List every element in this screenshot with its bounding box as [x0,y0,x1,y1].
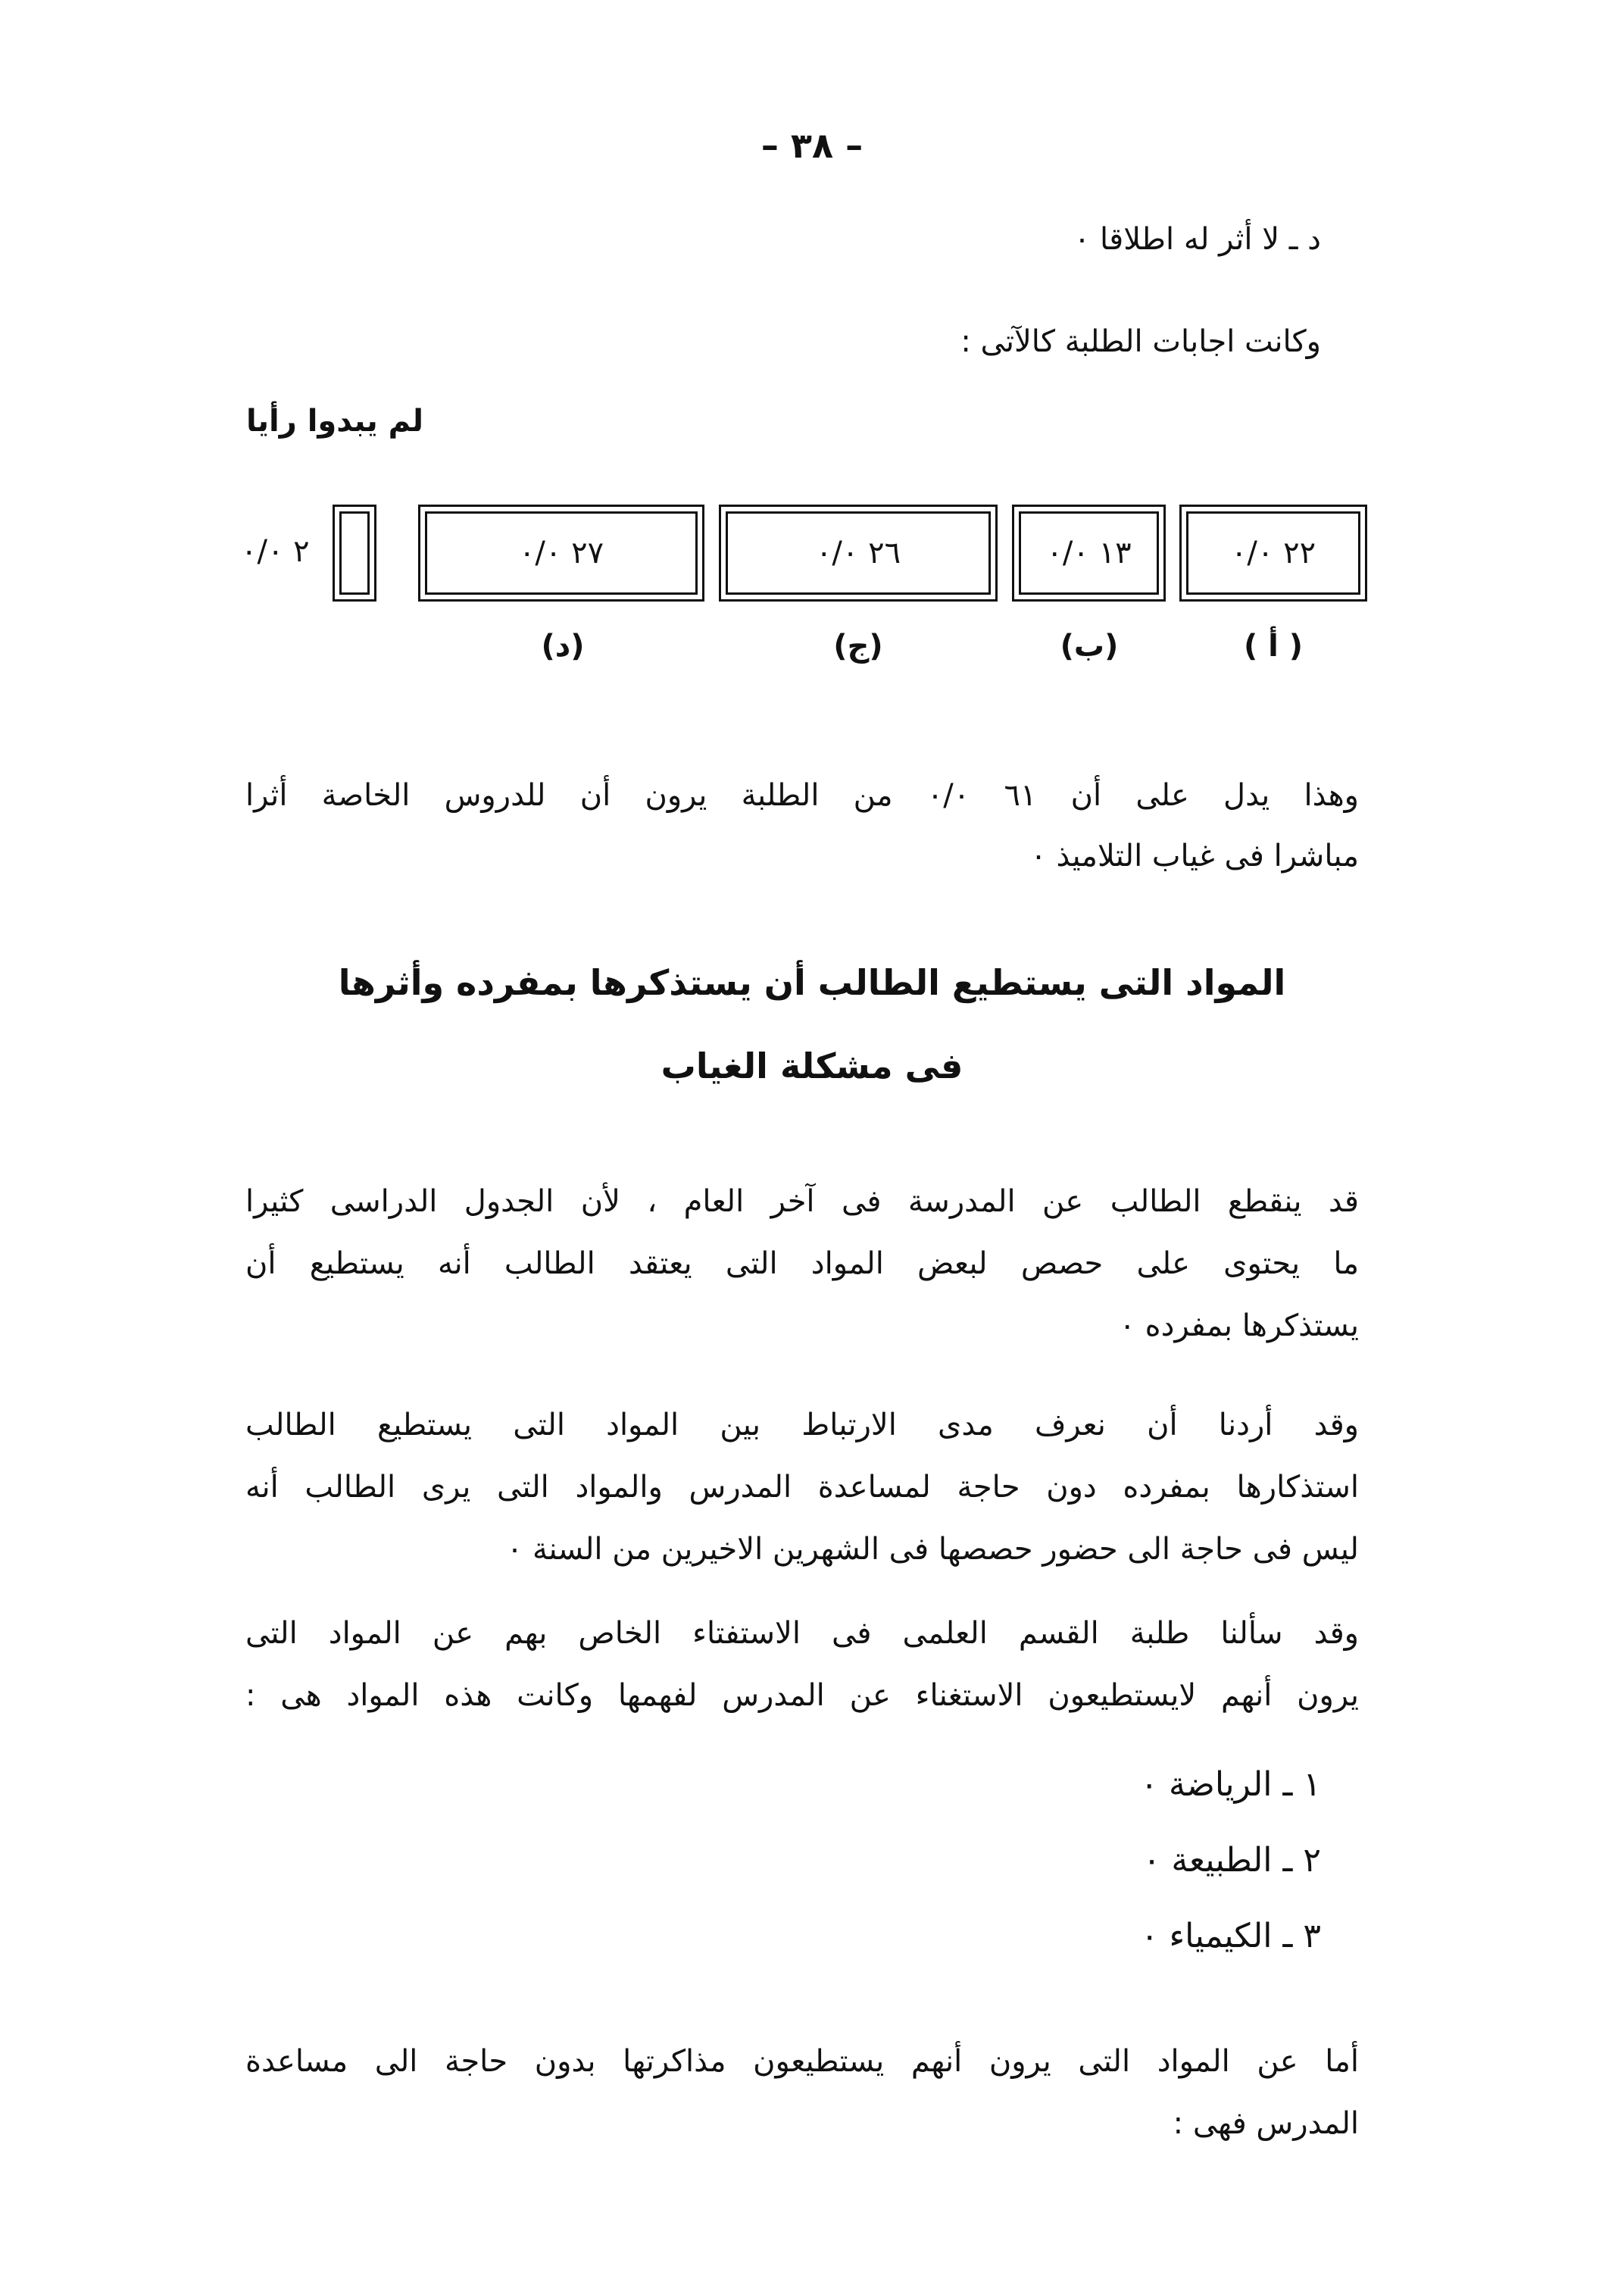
page-number: – ٣٨ – [760,125,864,166]
paragraph-2 [245,1171,1359,1357]
paragraph-2-line-3: يستذكرها بمفرده ٠ [1119,1308,1359,1343]
paragraph-4-line-1: وقد سألنا طلبة القسم العلمى فى الاستفتاء الخاص بهم عن المواد التى [245,1616,1359,1651]
table-cell-d [425,511,698,595]
table-cell-c-value: ٢٦ ٠/٠ [815,536,901,570]
paragraph-5-line-1: أما عن المواد التى يرون أنهم يستطيعون مذاكرتها بدون حاجة الى مساعدة [245,2044,1359,2079]
answers-intro-line: وكانت اجابات الطلبة كالآتى : [960,324,1321,359]
table-cell-c [726,511,991,595]
no-opinion-label: لم يبدوا رأيا [246,404,424,439]
paragraph-4 [245,1602,1359,1727]
table-cell-b-value: ١٣ ٠/٠ [1046,536,1132,570]
paragraph-2-line-1: قد ينقطع الطالب عن المدرسة فى آخر العام ، لأن الجدول الدراسى كثيرا [245,1184,1359,1219]
table-label-b: (ب) [1060,629,1119,664]
list-item: ٣ ـ الكيمياء ٠ [1140,1917,1321,1955]
paragraph-1-line-1: وهذا يدل على أن ٦١ ٠/٠ من الطلبة يرون أن للدروس الخاصة أثرا [245,778,1360,813]
table-cell-b [1019,511,1159,595]
table-label-c: (ج) [833,629,883,664]
paragraph-1-line-2: مباشرا فى غياب التلاميذ ٠ [1030,839,1359,874]
paragraph-5 [245,2030,1359,2155]
paragraph-3-line-2: استذكارها بمفرده دون حاجة لمساعدة المدرس والمواد التى يرى الطالب أنه [245,1470,1359,1505]
paragraph-4-line-2: يرون أنهم لايستطيعون الاستغناء عن المدرس لفهمها وكانت هذه المواد هى : [245,1678,1359,1713]
section-heading-line-2: فى مشكلة الغياب [661,1045,963,1086]
table-cell-a [1186,511,1360,595]
no-opinion-value: ٢ ٠/٠ [241,534,310,569]
paragraph-1 [245,765,1359,886]
list-item: ١ ـ الرياضة ٠ [1140,1765,1321,1804]
list-item: ٢ ـ الطبيعة ٠ [1142,1841,1321,1880]
section-heading-line-1: المواد التى يستطيع الطالب أن يستذكرها بمفرده وأثرها [338,962,1286,1003]
table-label-a: ( أ ) [1243,629,1304,664]
paragraph-3 [245,1394,1359,1580]
paragraph-3-line-3: ليس فى حاجة الى حضور حصصها فى الشهرين الاخيرين من السنة ٠ [506,1532,1359,1567]
paragraph-5-line-2: المدرس فهى : [1173,2106,1359,2141]
table-cell-d-value: ٢٧ ٠/٠ [518,536,604,570]
table-label-d: (د) [541,629,585,664]
no-opinion-box [339,511,370,595]
paragraph-3-line-1: وقد أردنا أن نعرف مدى الارتباط بين المواد التى يستطيع الطالب [245,1408,1359,1442]
option-d-line: د ـ لا أثر له اطلاقا ٠ [1073,222,1321,257]
table-cell-a-value: ٢٢ ٠/٠ [1230,536,1316,570]
paragraph-2-line-2: ما يحتوى على حصص لبعض المواد التى يعتقد الطالب أنه يستطيع أن [245,1246,1359,1281]
